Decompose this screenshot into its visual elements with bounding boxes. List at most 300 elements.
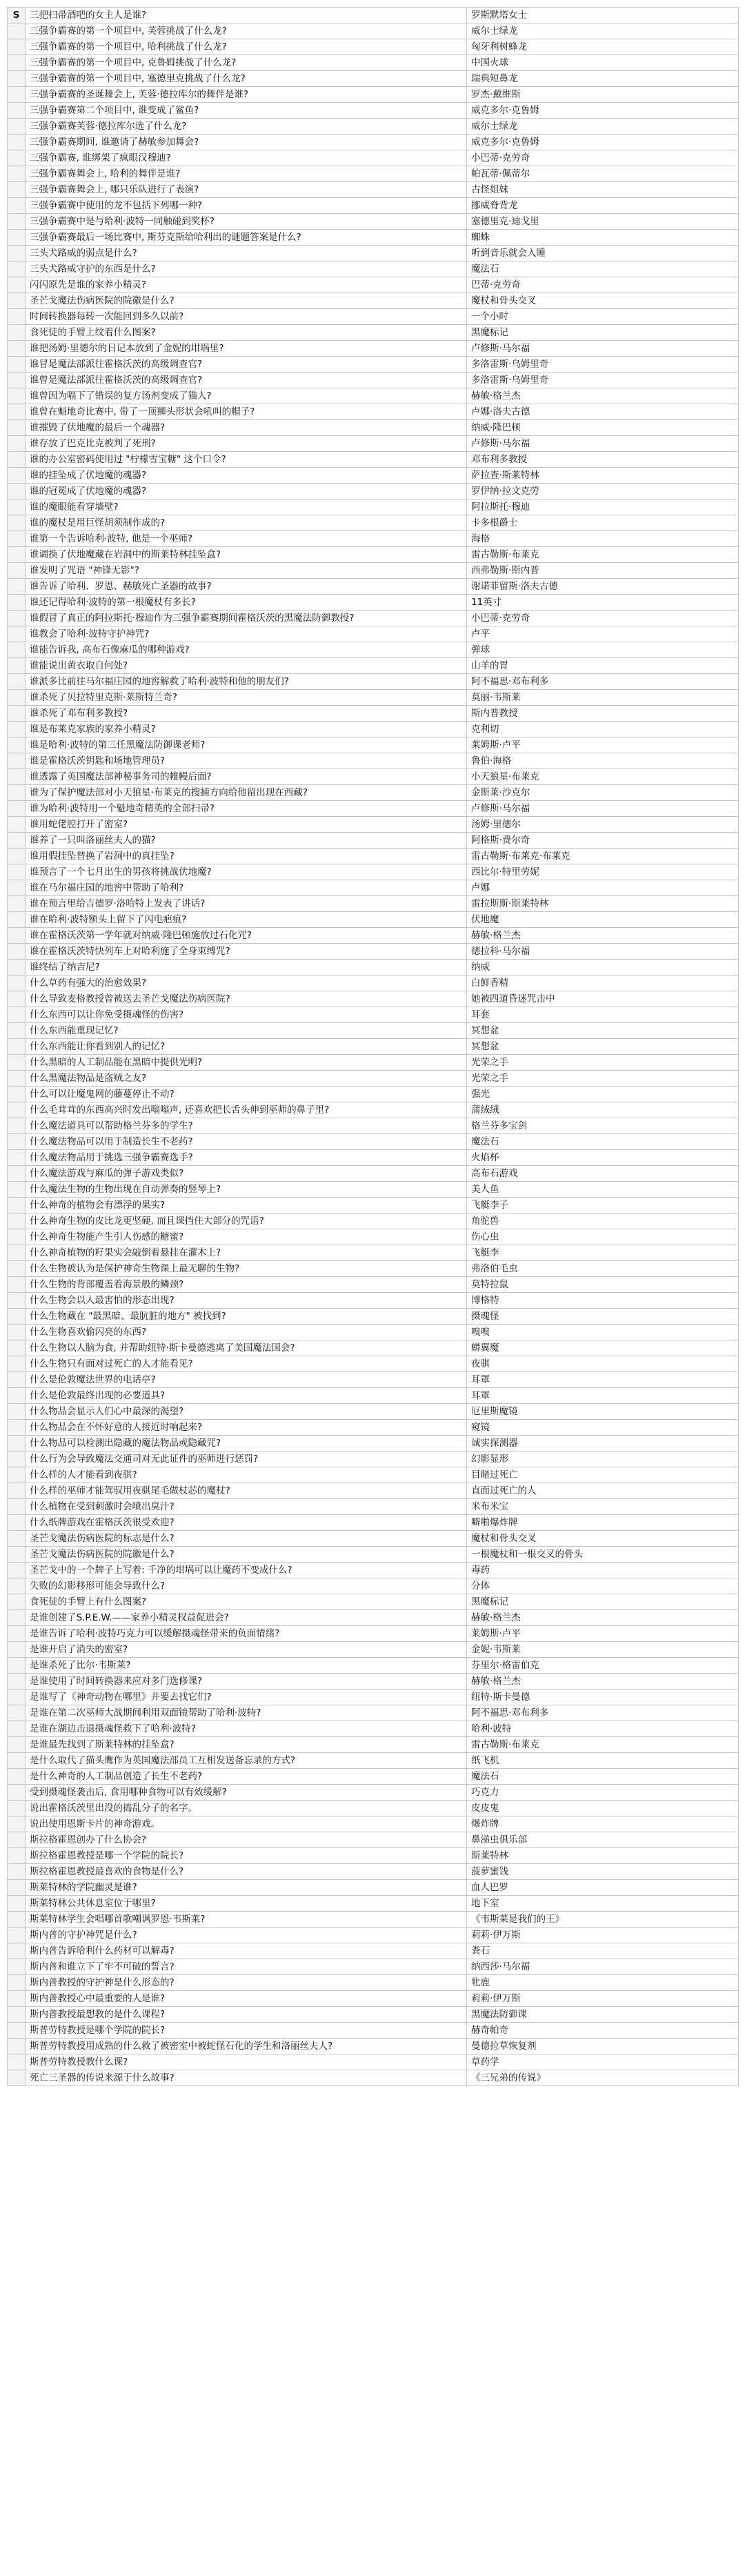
- answer-cell[interactable]: 一个小时: [467, 309, 739, 325]
- row-header-cell[interactable]: [8, 912, 26, 928]
- row-header-cell[interactable]: [8, 880, 26, 896]
- answer-cell[interactable]: 纳威·隆巴顿: [467, 420, 739, 436]
- answer-cell[interactable]: 白鲜香精: [467, 975, 739, 991]
- question-cell[interactable]: 什么生物以人脑为食, 并帮助纽特·斯卡曼德逃离了美国魔法国会?: [26, 1340, 467, 1356]
- row-header-cell[interactable]: [8, 658, 26, 674]
- answer-cell[interactable]: 地下室: [467, 1896, 739, 1912]
- row-header-cell[interactable]: [8, 801, 26, 817]
- row-header-cell[interactable]: [8, 1801, 26, 1816]
- row-header-cell[interactable]: [8, 55, 26, 71]
- question-cell[interactable]: 是什么神奇的人工制品创造了长生不老药?: [26, 1769, 467, 1785]
- question-cell[interactable]: 谁派多比前往马尔福庄园的地窖解救了哈利·波特和他的朋友们?: [26, 674, 467, 690]
- answer-cell[interactable]: 小巴蒂·克劳奇: [467, 150, 739, 166]
- question-cell[interactable]: 斯内普教授的守护神是什么形态的?: [26, 1975, 467, 1991]
- row-header-cell[interactable]: [8, 1991, 26, 2007]
- question-cell[interactable]: 什么物品会显示人们心中最深的渴望?: [26, 1404, 467, 1420]
- row-header-cell[interactable]: [8, 1943, 26, 1959]
- question-cell[interactable]: 什么行为会导致魔法交通司对无此证件的巫师进行惩罚?: [26, 1452, 467, 1467]
- answer-cell[interactable]: 夜骐: [467, 1356, 739, 1372]
- row-header-cell[interactable]: [8, 1753, 26, 1769]
- question-cell[interactable]: 谁的魔杖是用巨怪胡须制作成的?: [26, 515, 467, 531]
- question-cell[interactable]: 食死徒的手臂上纹着什么图案?: [26, 325, 467, 341]
- row-header-cell[interactable]: [8, 1340, 26, 1356]
- question-cell[interactable]: 什么是伦敦魔法世界的电话亭?: [26, 1372, 467, 1388]
- answer-cell[interactable]: 芬里尔·格雷伯克: [467, 1658, 739, 1674]
- question-cell[interactable]: 三强争霸赛的第一个项目中, 塞德里克挑战了什么龙?: [26, 71, 467, 87]
- row-header-cell[interactable]: [8, 23, 26, 39]
- answer-cell[interactable]: 鼻涕虫俱乐部: [467, 1832, 739, 1848]
- answer-cell[interactable]: 伏地魔: [467, 912, 739, 928]
- answer-cell[interactable]: 草药学: [467, 2054, 739, 2070]
- row-header-cell[interactable]: [8, 642, 26, 658]
- row-header-cell[interactable]: [8, 1007, 26, 1023]
- row-header-cell[interactable]: [8, 1087, 26, 1102]
- question-cell[interactable]: 三强争霸赛的第一个项目中, 克鲁姆挑战了什么龙?: [26, 55, 467, 71]
- question-cell[interactable]: 谁曾是魔法部派往霍格沃茨的高级调查官?: [26, 373, 467, 388]
- question-cell[interactable]: 是谁写了《神奇动物在哪里》并要去找它们?: [26, 1690, 467, 1705]
- answer-cell[interactable]: 窥镜: [467, 1420, 739, 1436]
- answer-cell[interactable]: 纸飞机: [467, 1753, 739, 1769]
- question-cell[interactable]: 什么是伦敦最终出现的必要道具?: [26, 1388, 467, 1404]
- row-header-cell[interactable]: [8, 1737, 26, 1753]
- answer-cell[interactable]: 威克多尔·克鲁姆: [467, 103, 739, 119]
- row-header-cell[interactable]: [8, 103, 26, 119]
- answer-cell[interactable]: 黑魔标记: [467, 1594, 739, 1610]
- answer-cell[interactable]: 阿不福思·邓布利多: [467, 674, 739, 690]
- question-cell[interactable]: 什么样的人才能看到夜骐?: [26, 1467, 467, 1483]
- row-header-cell[interactable]: [8, 2054, 26, 2070]
- question-cell[interactable]: 是谁告诉了哈利·波特巧克力可以缓解摄魂怪带来的负面情绪?: [26, 1626, 467, 1642]
- row-header-cell[interactable]: [8, 246, 26, 261]
- row-header-cell[interactable]: [8, 1578, 26, 1594]
- answer-cell[interactable]: 赫奇帕奇: [467, 2023, 739, 2039]
- answer-cell[interactable]: 罗斯默塔女士: [467, 8, 739, 23]
- question-cell[interactable]: 食死徒的手臂上有什么图案?: [26, 1594, 467, 1610]
- answer-cell[interactable]: 卡多根爵士: [467, 515, 739, 531]
- question-cell[interactable]: 谁曾因为嗝下了错误的复方汤剂变成了猫人?: [26, 388, 467, 404]
- row-header-cell[interactable]: [8, 1467, 26, 1483]
- answer-cell[interactable]: 威尔士绿龙: [467, 119, 739, 135]
- row-header-cell[interactable]: [8, 2039, 26, 2054]
- question-cell[interactable]: 什么神奇生物的皮比龙更坚硬, 而且课挡住大部分的咒语?: [26, 1213, 467, 1229]
- question-cell[interactable]: 谁摧毁了伏地魔的最后一个魂器?: [26, 420, 467, 436]
- answer-cell[interactable]: 威克多尔·克鲁姆: [467, 135, 739, 150]
- row-header-cell[interactable]: [8, 1229, 26, 1245]
- question-cell[interactable]: 三强争霸赛最后一场比赛中, 斯芬克斯给哈利出的谜题答案是什么?: [26, 230, 467, 246]
- answer-cell[interactable]: 直面过死亡的人: [467, 1483, 739, 1499]
- question-cell[interactable]: 斯拉格霍恩教授是哪一个学院的院长?: [26, 1848, 467, 1864]
- row-header-cell[interactable]: [8, 1499, 26, 1515]
- answer-cell[interactable]: 飞艇李: [467, 1245, 739, 1261]
- answer-cell[interactable]: 魔杖和骨头交叉: [467, 1531, 739, 1547]
- row-header-cell[interactable]: [8, 1848, 26, 1864]
- question-cell[interactable]: 谁用蛇佬腔打开了密室?: [26, 817, 467, 833]
- answer-cell[interactable]: 卢娜·洛夫古德: [467, 404, 739, 420]
- question-cell[interactable]: 三强争霸赛的第一个项目中, 哈利挑战了什么龙?: [26, 39, 467, 55]
- question-cell[interactable]: 什么生物藏在 "最黑暗、最肮脏的地方" 被找到?: [26, 1309, 467, 1325]
- row-header-cell[interactable]: [8, 1150, 26, 1166]
- row-header-cell[interactable]: [8, 325, 26, 341]
- row-header-cell[interactable]: [8, 230, 26, 246]
- answer-cell[interactable]: 粪石: [467, 1943, 739, 1959]
- question-cell[interactable]: 三头犬路威的弱点是什么?: [26, 246, 467, 261]
- answer-cell[interactable]: 高布石游戏: [467, 1166, 739, 1182]
- question-cell[interactable]: 斯拉格霍恩创办了什么协会?: [26, 1832, 467, 1848]
- answer-cell[interactable]: 中国火球: [467, 55, 739, 71]
- question-cell[interactable]: 是谁在第二次巫师大战期间利用双面镜帮助了哈利·波特?: [26, 1705, 467, 1721]
- answer-cell[interactable]: 莉莉·伊万斯: [467, 1991, 739, 2007]
- row-header-cell[interactable]: [8, 2070, 26, 2086]
- question-cell[interactable]: 是谁在湖边击退摄魂怪救下了哈利·波特?: [26, 1721, 467, 1737]
- answer-cell[interactable]: 摄魂怪: [467, 1309, 739, 1325]
- question-cell[interactable]: 三强争霸赛期间, 谁邀请了赫敏参加舞会?: [26, 135, 467, 150]
- answer-cell[interactable]: 美人鱼: [467, 1182, 739, 1198]
- question-cell[interactable]: 谁的挂坠成了伏地魔的魂器?: [26, 468, 467, 484]
- question-cell[interactable]: 是什么取代了猫头鹰作为英国魔法部员工互相发送备忘录的方式?: [26, 1753, 467, 1769]
- question-cell[interactable]: 时间转换器每转一次能回到多久以前?: [26, 309, 467, 325]
- row-header-cell[interactable]: [8, 531, 26, 547]
- answer-cell[interactable]: 嗅嗅: [467, 1325, 739, 1340]
- row-header-cell[interactable]: [8, 975, 26, 991]
- row-header-cell[interactable]: [8, 135, 26, 150]
- row-header-cell[interactable]: [8, 769, 26, 785]
- row-header-cell[interactable]: [8, 119, 26, 135]
- question-cell[interactable]: 什么植物在受到刺激时会喷出臭汁?: [26, 1499, 467, 1515]
- row-header-cell[interactable]: [8, 1198, 26, 1213]
- row-header-cell[interactable]: [8, 1690, 26, 1705]
- answer-cell[interactable]: 挪威脊背龙: [467, 198, 739, 214]
- question-cell[interactable]: 谁冒是魔法部派往霍格沃茨的高级调查官?: [26, 357, 467, 373]
- row-header-cell[interactable]: [8, 1325, 26, 1340]
- row-header-cell[interactable]: [8, 357, 26, 373]
- answer-cell[interactable]: 《三兄弟的传说》: [467, 2070, 739, 2086]
- row-header-cell[interactable]: [8, 1452, 26, 1467]
- row-header-cell[interactable]: [8, 452, 26, 468]
- answer-cell[interactable]: 噼啪爆炸牌: [467, 1515, 739, 1531]
- row-header-cell[interactable]: [8, 1404, 26, 1420]
- question-cell[interactable]: 说出使用恩斯卡片的神奇游戏。: [26, 1816, 467, 1832]
- answer-cell[interactable]: 弹球: [467, 642, 739, 658]
- answer-cell[interactable]: 萨拉查·斯莱特林: [467, 468, 739, 484]
- question-cell[interactable]: 谁假冒了真正的阿拉斯托·穆迪作为三强争霸赛期间霍格沃茨的黑魔法防御教授?: [26, 611, 467, 626]
- answer-cell[interactable]: 幻影显形: [467, 1452, 739, 1467]
- answer-cell[interactable]: 瑞典短鼻龙: [467, 71, 739, 87]
- row-header-cell[interactable]: [8, 1102, 26, 1118]
- question-cell[interactable]: 说出霍格沃茨里出没的捣乱分子的名字。: [26, 1801, 467, 1816]
- question-cell[interactable]: 什么生物会以人最害怕的形态出现?: [26, 1293, 467, 1309]
- question-cell[interactable]: 圣芒戈魔法伤病医院的院徽是什么?: [26, 1547, 467, 1563]
- answer-cell[interactable]: 卢平: [467, 626, 739, 642]
- question-cell[interactable]: 谁发明了咒语 "神锋无影"?: [26, 563, 467, 579]
- answer-cell[interactable]: 赫敏·格兰杰: [467, 928, 739, 944]
- answer-cell[interactable]: 哈利·波特: [467, 1721, 739, 1737]
- answer-cell[interactable]: 耳罩: [467, 1388, 739, 1404]
- question-cell[interactable]: 什么物品可以检测出隐藏的魔法物品或隐藏咒?: [26, 1436, 467, 1452]
- answer-cell[interactable]: 角驼兽: [467, 1213, 739, 1229]
- question-cell[interactable]: 谁教会了哈利·波特守护神咒?: [26, 626, 467, 642]
- row-header-cell[interactable]: [8, 1610, 26, 1626]
- question-cell[interactable]: 圣芒戈魔法伤病医院的院徽是什么?: [26, 293, 467, 309]
- answer-cell[interactable]: 冥想盆: [467, 1023, 739, 1039]
- question-cell[interactable]: 什么样的巫师才能驾驭用夜骐尾毛做杖芯的魔杖?: [26, 1483, 467, 1499]
- row-header-cell[interactable]: [8, 1594, 26, 1610]
- answer-cell[interactable]: 牝鹿: [467, 1975, 739, 1991]
- answer-cell[interactable]: 米布米宝: [467, 1499, 739, 1515]
- row-header-cell[interactable]: [8, 991, 26, 1007]
- answer-cell[interactable]: 蒲绒绒: [467, 1102, 739, 1118]
- answer-cell[interactable]: 卢修斯·马尔福: [467, 436, 739, 452]
- answer-cell[interactable]: 曼德拉草恢复剂: [467, 2039, 739, 2054]
- question-cell[interactable]: 什么魔法生物的生物出现在自动弹奏的竖琴上?: [26, 1182, 467, 1198]
- answer-cell[interactable]: 火焰杯: [467, 1150, 739, 1166]
- row-header-cell[interactable]: [8, 87, 26, 103]
- answer-cell[interactable]: 厄里斯魔镜: [467, 1404, 739, 1420]
- row-header-cell[interactable]: [8, 563, 26, 579]
- row-header-cell[interactable]: [8, 1134, 26, 1150]
- answer-cell[interactable]: 鲁伯·海格: [467, 753, 739, 769]
- row-header-cell[interactable]: [8, 515, 26, 531]
- row-header-cell[interactable]: [8, 468, 26, 484]
- question-cell[interactable]: 什么生物喜欢偷闪亮的东西?: [26, 1325, 467, 1340]
- answer-cell[interactable]: 斯内普教授: [467, 706, 739, 722]
- question-cell[interactable]: 三把扫帚酒吧的女主人是谁?: [26, 8, 467, 23]
- answer-cell[interactable]: 强光: [467, 1087, 739, 1102]
- row-header-cell[interactable]: [8, 944, 26, 960]
- row-header-cell[interactable]: [8, 1245, 26, 1261]
- answer-cell[interactable]: 一根魔杖和一根交叉的骨头: [467, 1547, 739, 1563]
- question-cell[interactable]: 什么东西能让你看到别人的记忆?: [26, 1039, 467, 1055]
- row-header-cell[interactable]: [8, 2007, 26, 2023]
- answer-cell[interactable]: 魔法石: [467, 1769, 739, 1785]
- question-cell[interactable]: 什么草药有强大的治愈效果?: [26, 975, 467, 991]
- question-cell[interactable]: 斯莱特林的学院幽灵是谁?: [26, 1880, 467, 1896]
- question-cell[interactable]: 谁还记得哈利·波特的第一根魔杖有多长?: [26, 595, 467, 611]
- row-header-cell[interactable]: [8, 261, 26, 277]
- question-cell[interactable]: 什么黑魔法物品是盗贼之友?: [26, 1071, 467, 1087]
- row-header-cell[interactable]: [8, 341, 26, 357]
- row-header-cell[interactable]: [8, 849, 26, 864]
- row-header-cell[interactable]: [8, 864, 26, 880]
- row-header-cell[interactable]: [8, 960, 26, 975]
- question-cell[interactable]: 三强争霸赛舞会上, 哈利的舞伴是谁?: [26, 166, 467, 182]
- question-cell[interactable]: 圣芒戈中的一个牌子上写着: 千净的坩埚可以让魔药不变成什么?: [26, 1563, 467, 1578]
- row-header-cell[interactable]: [8, 1309, 26, 1325]
- answer-cell[interactable]: 飞艇李子: [467, 1198, 739, 1213]
- answer-cell[interactable]: 雷古勒斯·布莱克: [467, 1737, 739, 1753]
- answer-cell[interactable]: 黑魔法防御课: [467, 2007, 739, 2023]
- answer-cell[interactable]: 巧克力: [467, 1785, 739, 1801]
- answer-cell[interactable]: 金妮·韦斯莱: [467, 1642, 739, 1658]
- question-cell[interactable]: 谁是哈利·波特的第三任黑魔法防御课老师?: [26, 737, 467, 753]
- row-header-cell[interactable]: [8, 1372, 26, 1388]
- question-cell[interactable]: 什么魔法游戏与麻瓜的弹子游戏类似?: [26, 1166, 467, 1182]
- question-cell[interactable]: 斯莱特林学生会唱哪首歌嘲讽罗恩·韦斯莱?: [26, 1912, 467, 1928]
- answer-cell[interactable]: 听到音乐就会入睡: [467, 246, 739, 261]
- question-cell[interactable]: 谁在霍格沃茨第一学年就对纳威·隆巴顿施放过石化咒?: [26, 928, 467, 944]
- answer-cell[interactable]: 赫敏·格兰杰: [467, 388, 739, 404]
- answer-cell[interactable]: 斯莱特林: [467, 1848, 739, 1864]
- question-cell[interactable]: 三强争霸赛的第一个项目中, 芙蓉挑战了什么龙?: [26, 23, 467, 39]
- question-cell[interactable]: 三强争霸赛舞会上, 哪只乐队进行了表演?: [26, 182, 467, 198]
- row-header-cell[interactable]: [8, 1277, 26, 1293]
- question-cell[interactable]: 斯普劳特教授用成熟的什么救了被密室中被蛇怪石化的学生和洛丽丝夫人?: [26, 2039, 467, 2054]
- row-header-cell[interactable]: [8, 1118, 26, 1134]
- answer-cell[interactable]: 匈牙利树蜂龙: [467, 39, 739, 55]
- answer-cell[interactable]: 诚实探测器: [467, 1436, 739, 1452]
- question-cell[interactable]: 失败的幻影移形可能会导致什么?: [26, 1578, 467, 1594]
- answer-cell[interactable]: 多洛雷斯·乌姆里奇: [467, 357, 739, 373]
- answer-cell[interactable]: 爆炸牌: [467, 1816, 739, 1832]
- row-header-cell[interactable]: [8, 1816, 26, 1832]
- row-header-cell[interactable]: [8, 1928, 26, 1943]
- question-cell[interactable]: 死亡三圣器的传说来源于什么故事?: [26, 2070, 467, 2086]
- row-header-cell[interactable]: [8, 1769, 26, 1785]
- question-cell[interactable]: 是谁最先找到了斯莱特林的挂坠盒?: [26, 1737, 467, 1753]
- row-header-cell[interactable]: [8, 484, 26, 499]
- answer-cell[interactable]: 纳威: [467, 960, 739, 975]
- answer-cell[interactable]: 雷古勒斯·布莱克: [467, 547, 739, 563]
- answer-cell[interactable]: 海格: [467, 531, 739, 547]
- answer-cell[interactable]: 小天狼星·布莱克: [467, 769, 739, 785]
- question-cell[interactable]: 谁调换了伏地魔藏在岩洞中的斯莱特林挂坠盒?: [26, 547, 467, 563]
- answer-cell[interactable]: 雷古勒斯·布莱克·布莱克: [467, 849, 739, 864]
- answer-cell[interactable]: 蟒翼魔: [467, 1340, 739, 1356]
- answer-cell[interactable]: 光荣之手: [467, 1071, 739, 1087]
- answer-cell[interactable]: 莉莉·伊万斯: [467, 1928, 739, 1943]
- row-header-cell[interactable]: [8, 896, 26, 912]
- answer-cell[interactable]: 毒药: [467, 1563, 739, 1578]
- row-header-cell[interactable]: [8, 1626, 26, 1642]
- row-header-cell[interactable]: [8, 1832, 26, 1848]
- question-cell[interactable]: 斯莱特林公共休息室位于哪里?: [26, 1896, 467, 1912]
- question-cell[interactable]: 谁第一个告诉哈利·波特, 他是一个巫师?: [26, 531, 467, 547]
- question-cell[interactable]: 什么可以让魔鬼网的藤蔓停止不动?: [26, 1087, 467, 1102]
- row-header-cell[interactable]: [8, 1182, 26, 1198]
- question-cell[interactable]: 什么魔法物品用于挑选三强争霸赛选手?: [26, 1150, 467, 1166]
- row-header-cell[interactable]: [8, 293, 26, 309]
- question-cell[interactable]: 是谁使用了时间转换器来应对多门选修课?: [26, 1674, 467, 1690]
- row-header-cell[interactable]: [8, 1785, 26, 1801]
- question-cell[interactable]: 斯拉格霍恩教授最喜欢的食物是什么?: [26, 1864, 467, 1880]
- answer-cell[interactable]: 皮皮鬼: [467, 1801, 739, 1816]
- question-cell[interactable]: 谁在预言里给吉德罗·洛哈特上发表了讲话?: [26, 896, 467, 912]
- answer-cell[interactable]: 阿格斯·费尔奇: [467, 833, 739, 849]
- row-header-cell[interactable]: [8, 388, 26, 404]
- answer-cell[interactable]: 克利切: [467, 722, 739, 737]
- question-cell[interactable]: 什么东西可以让你免受摄魂怪的伤害?: [26, 1007, 467, 1023]
- question-cell[interactable]: 三强争霸赛芙蓉·德拉库尔选了什么龙?: [26, 119, 467, 135]
- answer-cell[interactable]: 金斯莱·沙克尔: [467, 785, 739, 801]
- answer-cell[interactable]: 罗杰·戴维斯: [467, 87, 739, 103]
- question-cell[interactable]: 斯普劳特教授教什么课?: [26, 2054, 467, 2070]
- answer-cell[interactable]: 卢修斯·马尔福: [467, 341, 739, 357]
- row-header-cell[interactable]: [8, 1547, 26, 1563]
- row-header-cell[interactable]: [8, 611, 26, 626]
- question-cell[interactable]: 什么神奇生物能产生引人伤感的糖蜜?: [26, 1229, 467, 1245]
- row-header-cell[interactable]: [8, 1658, 26, 1674]
- question-cell[interactable]: 三强争霸赛中是与哈利·波特一同触碰到奖杯?: [26, 214, 467, 230]
- row-header-cell[interactable]: [8, 1896, 26, 1912]
- row-header-cell[interactable]: [8, 690, 26, 706]
- row-header-cell[interactable]: [8, 1293, 26, 1309]
- question-cell[interactable]: 谁杀死了贝拉特里克斯·莱斯特兰奇?: [26, 690, 467, 706]
- answer-cell[interactable]: 弗洛伯毛虫: [467, 1261, 739, 1277]
- row-header-cell[interactable]: [8, 1880, 26, 1896]
- answer-cell[interactable]: 德拉科·马尔福: [467, 944, 739, 960]
- row-header-cell[interactable]: [8, 277, 26, 293]
- row-header-cell[interactable]: [8, 1166, 26, 1182]
- question-cell[interactable]: 什么导致麦格教授曾被送去圣芒戈魔法伤病医院?: [26, 991, 467, 1007]
- row-header-cell[interactable]: [8, 1055, 26, 1071]
- row-header-cell[interactable]: [8, 1975, 26, 1991]
- row-header-cell[interactable]: [8, 674, 26, 690]
- question-cell[interactable]: 什么物品会在不怀好意的人接近时响起来?: [26, 1420, 467, 1436]
- answer-cell[interactable]: 西比尔·特里劳妮: [467, 864, 739, 880]
- row-header-cell[interactable]: [8, 1436, 26, 1452]
- answer-cell[interactable]: 小巴蒂·克劳奇: [467, 611, 739, 626]
- question-cell[interactable]: 什么魔法物品可以用于制造长生不老药?: [26, 1134, 467, 1150]
- question-cell[interactable]: 谁用假挂坠替换了岩洞中的真挂坠?: [26, 849, 467, 864]
- row-header-cell[interactable]: [8, 1261, 26, 1277]
- row-header-cell[interactable]: [8, 928, 26, 944]
- row-header-cell[interactable]: [8, 373, 26, 388]
- row-header-cell[interactable]: [8, 1356, 26, 1372]
- answer-cell[interactable]: 谢诺菲留斯·洛夫古德: [467, 579, 739, 595]
- answer-cell[interactable]: 纽特·斯卡曼德: [467, 1690, 739, 1705]
- question-cell[interactable]: 谁预言了一个七月出生的男孩将挑战伏地魔?: [26, 864, 467, 880]
- row-header-cell[interactable]: [8, 579, 26, 595]
- row-header-cell[interactable]: [8, 1388, 26, 1404]
- question-cell[interactable]: 谁的冠冕成了伏地魔的魂器?: [26, 484, 467, 499]
- answer-cell[interactable]: 魔杖和骨头交叉: [467, 293, 739, 309]
- row-header-cell[interactable]: [8, 182, 26, 198]
- answer-cell[interactable]: 卢娜: [467, 880, 739, 896]
- question-cell[interactable]: 谁能告诉我, 高布石像麻瓜的哪种游戏?: [26, 642, 467, 658]
- row-header-cell[interactable]: [8, 198, 26, 214]
- row-header-cell[interactable]: [8, 753, 26, 769]
- row-header-cell[interactable]: [8, 1071, 26, 1087]
- row-header-cell[interactable]: [8, 1642, 26, 1658]
- answer-cell[interactable]: 耳套: [467, 1007, 739, 1023]
- row-header-cell[interactable]: [8, 1039, 26, 1055]
- question-cell[interactable]: 是谁杀死了比尔·韦斯莱?: [26, 1658, 467, 1674]
- question-cell[interactable]: 什么东西能重现记忆?: [26, 1023, 467, 1039]
- answer-cell[interactable]: 光荣之手: [467, 1055, 739, 1071]
- answer-cell[interactable]: 塞德里克·迪戈里: [467, 214, 739, 230]
- question-cell[interactable]: 什么纸牌游戏在霍格沃茨很受欢迎?: [26, 1515, 467, 1531]
- row-header-cell[interactable]: [8, 499, 26, 515]
- answer-cell[interactable]: 邓布利多教授: [467, 452, 739, 468]
- question-cell[interactable]: 什么生物被认为是保护神奇生物课上最无聊的生物?: [26, 1261, 467, 1277]
- row-header-cell[interactable]: [8, 71, 26, 87]
- question-cell[interactable]: 谁的办公室密码使用过 "柠檬雪宝糖" 这个口令?: [26, 452, 467, 468]
- question-cell[interactable]: 三强争霸赛, 谁绑架了疯眼汉穆迪?: [26, 150, 467, 166]
- question-cell[interactable]: 斯内普教授心中最重要的人是谁?: [26, 1991, 467, 2007]
- question-cell[interactable]: 斯内普的守护神咒是什么?: [26, 1928, 467, 1943]
- question-cell[interactable]: 谁在哈利·波特额头上留下了闪电疤痕?: [26, 912, 467, 928]
- row-header-cell[interactable]: [8, 1959, 26, 1975]
- row-header-cell[interactable]: [8, 1864, 26, 1880]
- question-cell[interactable]: 谁能说出黄衣取自何处?: [26, 658, 467, 674]
- row-header-cell[interactable]: [8, 595, 26, 611]
- answer-cell[interactable]: 巴蒂·克劳奇: [467, 277, 739, 293]
- answer-cell[interactable]: 《韦斯莱是我们的王》: [467, 1912, 739, 1928]
- row-header-cell[interactable]: [8, 1721, 26, 1737]
- question-cell[interactable]: 斯内普教授最想教的是什么课程?: [26, 2007, 467, 2023]
- answer-cell[interactable]: 莱姆斯·卢平: [467, 1626, 739, 1642]
- answer-cell[interactable]: 冥想盆: [467, 1039, 739, 1055]
- answer-cell[interactable]: 汤姆·里德尔: [467, 817, 739, 833]
